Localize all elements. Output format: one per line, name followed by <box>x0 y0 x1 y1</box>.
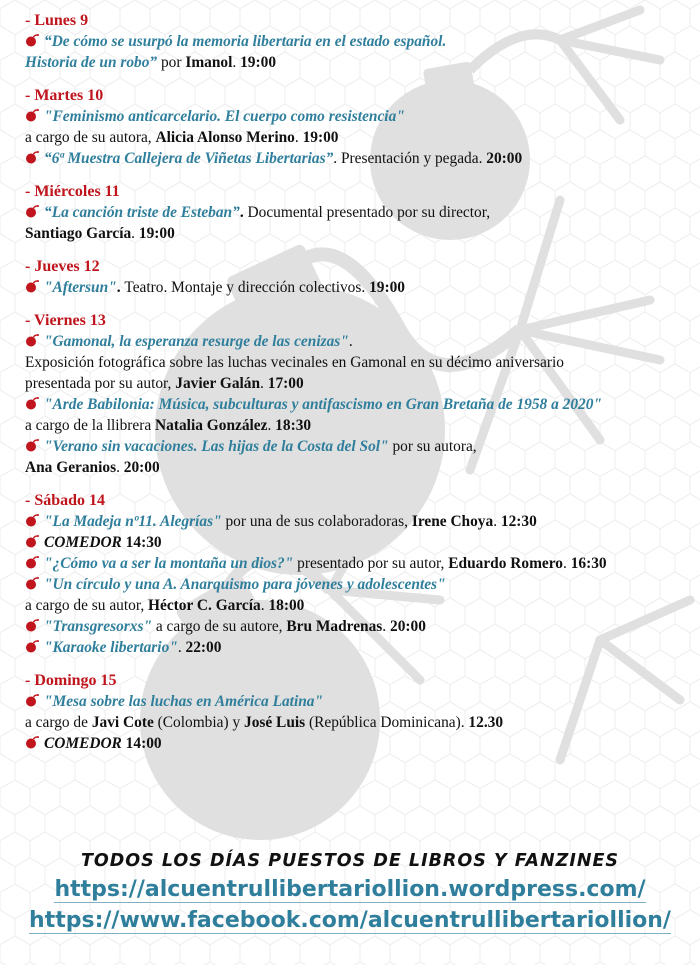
event-line <box>25 733 690 754</box>
event-title: “6ª Muestra Callejera de Viñetas Libertarias” <box>44 150 334 167</box>
facebook-link-text[interactable]: https://www.facebook.com/alcuentrullibertariollion/ <box>29 908 671 933</box>
event-text: presentada por su autor, <box>25 375 176 392</box>
day-block <box>25 310 690 478</box>
event-line <box>25 127 690 148</box>
day-title: - Sábado 14 <box>25 492 106 509</box>
day-block <box>25 10 690 73</box>
day-title: - Jueves 12 <box>25 258 100 275</box>
bomb-icon <box>25 576 39 590</box>
event-detail-bold: 19:00 <box>369 279 405 296</box>
day-block <box>25 85 690 169</box>
event-text: . <box>267 417 276 434</box>
event-detail-bold: 14:30 <box>121 534 162 551</box>
event-title: COMEDOR <box>44 735 122 752</box>
event-title: "¿Cómo va a ser la montaña un dios?" <box>44 555 294 572</box>
event-line <box>25 277 690 298</box>
event-line <box>25 436 690 457</box>
event-text: . <box>260 375 268 392</box>
event-line <box>25 574 690 595</box>
event-detail-bold: 19:00 <box>138 225 175 242</box>
event-text: Exposición fotográfica sobre las luchas vecinales en Gamonal en su décimo aniversario <box>25 354 564 371</box>
wordpress-link-text[interactable]: https://alcuentrullibertariollion.wordpress.com/ <box>54 877 646 902</box>
event-detail-bold: 19:00 <box>240 54 277 71</box>
event-detail-bold: 20:00 <box>390 618 426 635</box>
event-text: (República Dominicana). <box>305 714 469 731</box>
event-detail-bold: 18:30 <box>275 417 312 434</box>
bomb-icon <box>25 438 39 452</box>
event-text: (Colombia) y <box>153 714 244 731</box>
event-title: "Aftersun" <box>44 279 117 296</box>
bomb-icon <box>25 33 39 47</box>
event-title: "La Madeja nº11. Alegrías" <box>44 513 222 530</box>
event-text: a cargo de <box>25 714 92 731</box>
event-line <box>25 31 690 52</box>
event-detail-bold: 17:00 <box>267 375 304 392</box>
event-detail-bold: José Luis <box>244 714 306 731</box>
day-title: - Viernes 13 <box>25 312 106 329</box>
event-text: . <box>116 459 124 476</box>
day-block <box>25 181 690 244</box>
event-line <box>25 553 690 574</box>
bomb-icon <box>25 150 39 164</box>
footer <box>0 848 700 936</box>
event-text: por <box>157 54 186 71</box>
event-line <box>25 691 690 712</box>
event-text: . <box>348 333 353 350</box>
event-detail-bold: Ana Geranios <box>25 459 117 476</box>
event-line <box>25 532 690 553</box>
event-text: a cargo de su autora, <box>25 129 156 146</box>
event-text: a cargo de su autore, <box>152 618 287 635</box>
event-text: presentado por su autor, <box>293 555 449 572</box>
event-detail-bold: Eduardo Romero <box>448 555 563 572</box>
event-text: . <box>562 555 571 572</box>
event-detail-bold: 12:30 <box>500 513 537 530</box>
event-text: por una de sus colaboradoras, <box>221 513 412 530</box>
event-text: . <box>382 618 390 635</box>
event-title: Historia de un robo” <box>25 54 158 71</box>
bomb-icon <box>25 555 39 569</box>
program-list <box>25 10 690 766</box>
event-detail-bold: Imanol <box>185 54 233 71</box>
event-line <box>25 394 690 415</box>
event-detail-bold: . <box>116 279 125 296</box>
bomb-icon <box>25 108 39 122</box>
event-line <box>25 616 690 637</box>
bomb-icon <box>25 735 39 749</box>
day-title: - Miércoles 11 <box>25 183 120 200</box>
event-line <box>25 637 690 658</box>
event-line <box>25 457 690 478</box>
event-text: a cargo de su autor, <box>25 597 149 614</box>
event-title: "Karaoke libertario" <box>44 639 178 656</box>
day-title: - Domingo 15 <box>25 672 117 689</box>
event-line <box>25 202 690 223</box>
event-text: . <box>177 639 186 656</box>
event-text: Teatro. Montaje y dirección colectivos. <box>124 279 370 296</box>
event-title: "Transgresorxs" <box>44 618 153 635</box>
event-line <box>25 106 690 127</box>
day-title: - Martes 10 <box>25 87 104 104</box>
event-detail-bold: . <box>239 204 248 221</box>
event-text: . <box>260 597 269 614</box>
event-detail-bold: Irene Choya <box>411 513 494 530</box>
event-detail-bold: Alicia Alonso Merino <box>155 129 295 146</box>
event-title: COMEDOR <box>44 534 122 551</box>
event-detail-bold: 19:00 <box>302 129 339 146</box>
event-detail-bold: 14:00 <box>121 735 162 752</box>
event-title: "Mesa sobre las luchas en América Latina" <box>44 693 324 710</box>
event-detail-bold: 20:00 <box>486 150 523 167</box>
event-title: “De cómo se usurpó la memoria libertaria en el estado español. <box>44 33 447 50</box>
facebook-link[interactable] <box>0 905 700 936</box>
event-text: . <box>493 513 501 530</box>
day-block <box>25 256 690 298</box>
event-line <box>25 148 690 169</box>
bomb-icon <box>25 618 39 632</box>
event-title: "Verano sin vacaciones. Las hijas de la Costa del Sol" <box>44 438 389 455</box>
day-block <box>25 490 690 658</box>
event-line <box>25 595 690 616</box>
event-detail-bold: 20:00 <box>123 459 160 476</box>
event-text: por su autora, <box>388 438 477 455</box>
event-detail-bold: 18:00 <box>268 597 305 614</box>
event-text: . Presentación y pegada. <box>333 150 487 167</box>
event-line <box>25 511 690 532</box>
event-line <box>25 352 690 373</box>
event-detail-bold: Bru Madrenas <box>286 618 383 635</box>
event-text: . <box>294 129 303 146</box>
event-title: "Gamonal, la esperanza resurge de las cenizas" <box>44 333 349 350</box>
event-detail-bold: Santiago García <box>25 225 132 242</box>
event-line <box>25 712 690 733</box>
event-text: Documental presentado por su director, <box>247 204 491 221</box>
event-line <box>25 223 690 244</box>
bomb-icon <box>25 333 39 347</box>
bomb-icon <box>25 639 39 653</box>
bomb-icon <box>25 534 39 548</box>
event-text: a cargo de la llibrera <box>25 417 156 434</box>
event-detail-bold: Javi Cote <box>91 714 154 731</box>
event-detail-bold: Héctor C. García <box>148 597 261 614</box>
event-line <box>25 331 690 352</box>
bomb-icon <box>25 279 39 293</box>
event-detail-bold: 12.30 <box>468 714 504 731</box>
event-detail-bold: Natalia González <box>155 417 268 434</box>
event-detail-bold: 22:00 <box>185 639 222 656</box>
day-title: - Lunes 9 <box>25 12 89 29</box>
event-title: "Arde Babilonia: Música, subculturas y antifascismo en Gran Bretaña de 1958 a 2020" <box>44 396 602 413</box>
event-line <box>25 52 690 73</box>
bomb-icon <box>25 513 39 527</box>
wordpress-link[interactable] <box>0 874 700 905</box>
event-detail-bold: Javier Galán <box>175 375 261 392</box>
event-line <box>25 415 690 436</box>
bomb-icon <box>25 693 39 707</box>
event-title: "Feminismo anticarcelario. El cuerpo como resistencia" <box>44 108 405 125</box>
books-fanzines-banner: TODOS LOS DÍAS PUESTOS DE LIBROS Y FANZINES <box>80 851 620 871</box>
bomb-icon <box>25 204 39 218</box>
event-detail-bold: 16:30 <box>570 555 607 572</box>
event-title: “La canción triste de Esteban” <box>44 204 240 221</box>
event-title: "Un círculo y una A. Anarquismo para jóvenes y adolescentes" <box>44 576 446 593</box>
day-block <box>25 670 690 754</box>
event-text: . <box>232 54 241 71</box>
bomb-icon <box>25 396 39 410</box>
event-text: . <box>131 225 139 242</box>
event-line <box>25 373 690 394</box>
